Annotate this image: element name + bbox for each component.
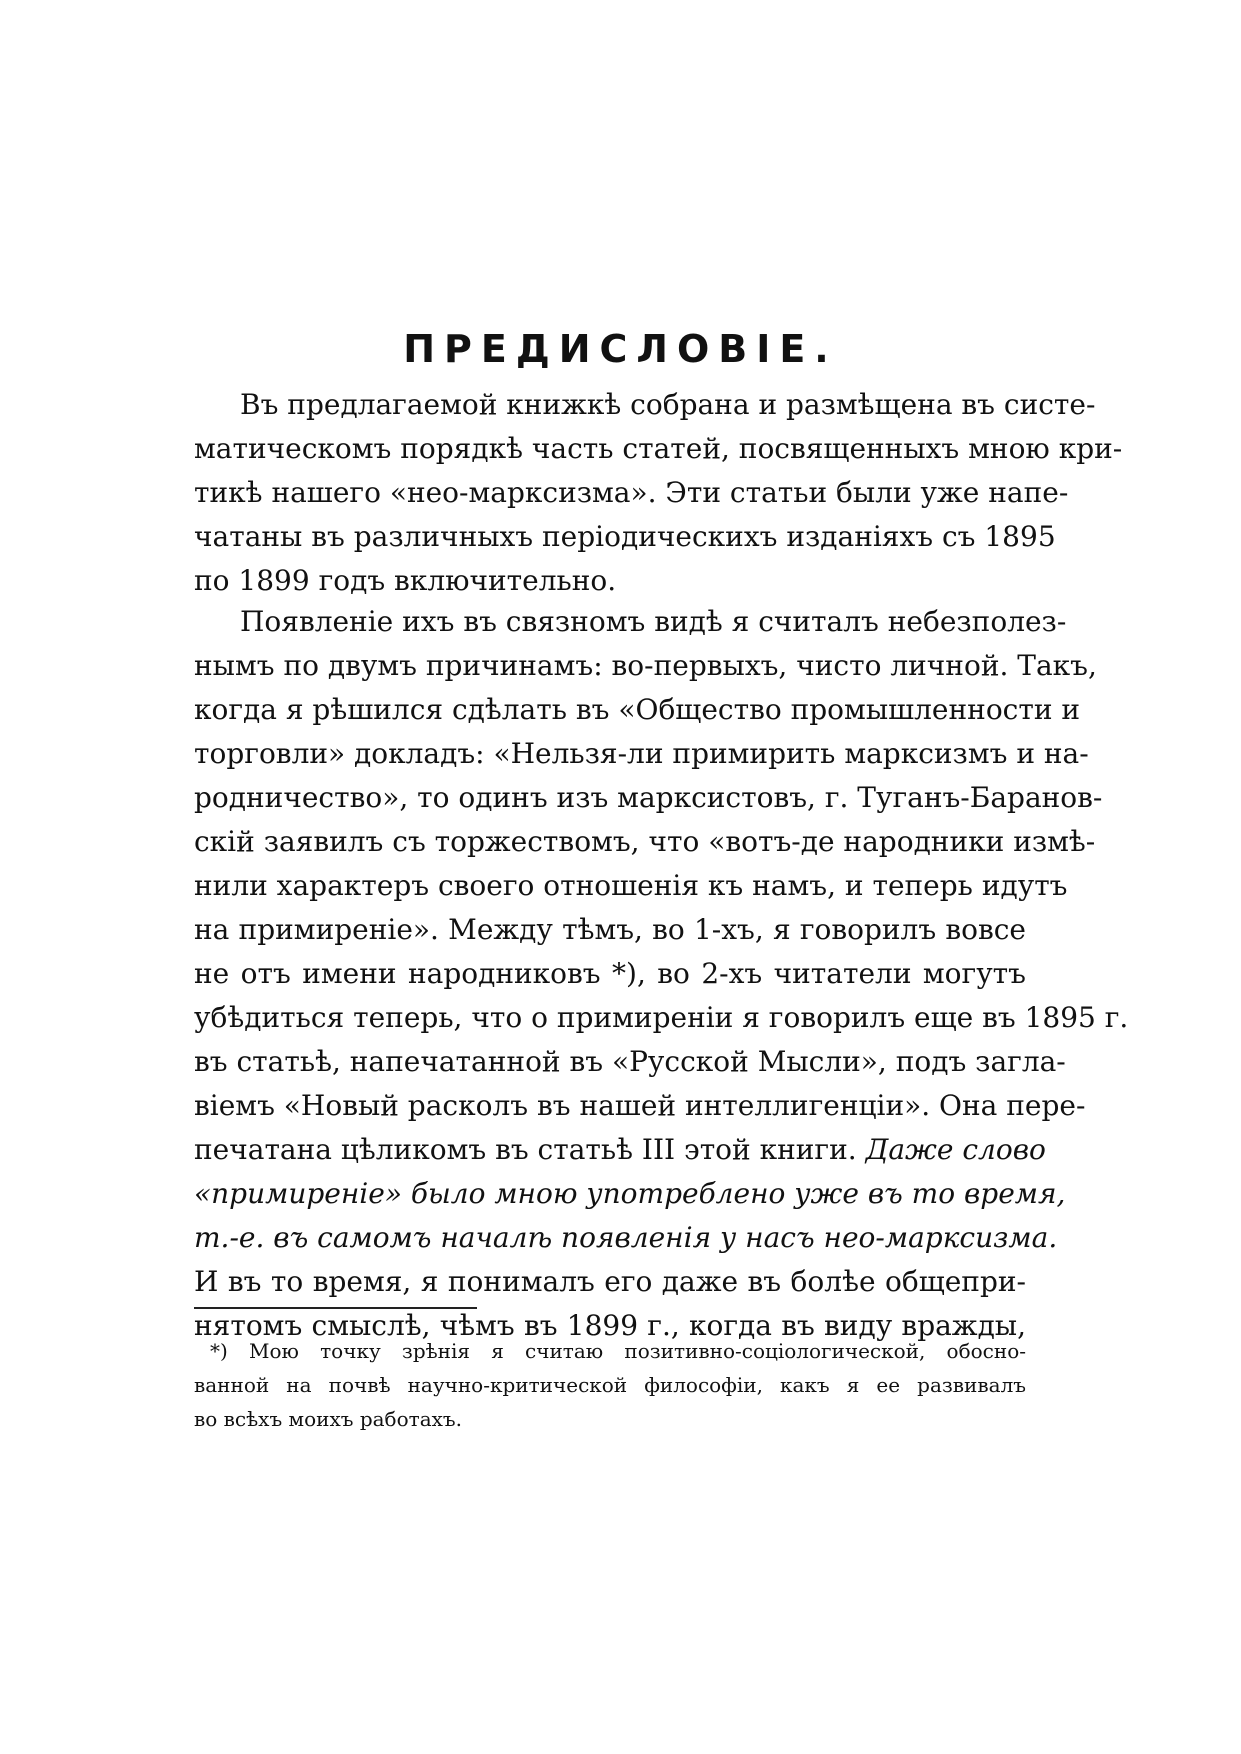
footnote-divider bbox=[194, 1307, 477, 1309]
footnote bbox=[194, 1334, 1026, 1436]
text-line: нымъ по двумъ причинамъ: во-первыхъ, чисто личной. Такъ, bbox=[194, 649, 1097, 682]
text-line-mixed bbox=[194, 1128, 1046, 1172]
text-line: когда я рѣшился сдѣлать въ «Общество промышленности и bbox=[194, 693, 1081, 726]
text-line: не отъ имени народниковъ *), во 2-хъ читатели могутъ bbox=[194, 957, 1026, 990]
text-line: на примиреніе». Между тѣмъ, во 1-хъ, я говорилъ вовсе bbox=[194, 913, 1026, 946]
footnote-line: *) Мою точку зрѣнія я считаю позитивно-соціологической, обосно- bbox=[210, 1339, 1026, 1363]
text-line: по 1899 годъ включительно. bbox=[194, 564, 617, 597]
text-line: И въ то время, я понималъ его даже въ болѣе общепри- bbox=[194, 1265, 1026, 1298]
italic-segment: Даже слово bbox=[865, 1133, 1046, 1166]
text-line: віемъ «Новый расколъ въ нашей интеллигенціи». Она пере- bbox=[194, 1089, 1086, 1122]
footnote-line: ванной на почвѣ научно-критической философіи, какъ я ее развивалъ bbox=[194, 1373, 1026, 1397]
italic-line: «примиреніе» было мною употреблено уже въ то время, bbox=[194, 1177, 1066, 1210]
text-line: въ статьѣ, напечатанной въ «Русской Мысли», подъ загла- bbox=[194, 1045, 1066, 1078]
footnote-line: во всѣхъ моихъ работахъ. bbox=[194, 1407, 462, 1431]
text-line: нятомъ смыслѣ, чѣмъ въ 1899 г., когда въ виду вражды, bbox=[194, 1309, 1026, 1342]
text-line: торговли» докладъ: «Нельзя-ли примирить марксизмъ и на- bbox=[194, 737, 1089, 770]
text-line: чатаны въ различныхъ періодическихъ изданіяхъ съ 1895 bbox=[194, 520, 1056, 553]
text-line: тикѣ нашего «нео-марксизма». Эти статьи были уже напе- bbox=[194, 476, 1069, 509]
paragraph-2 bbox=[194, 600, 1129, 1348]
text-line: Въ предлагаемой книжкѣ собрана и размѣщена въ систе- bbox=[240, 388, 1096, 421]
page-title: ПРЕДИСЛОВІЕ. bbox=[403, 327, 838, 371]
text-line: родничество», то одинъ изъ марксистовъ, г. Туганъ-Баранов- bbox=[194, 781, 1103, 814]
text-line: Появленіе ихъ въ связномъ видѣ я считалъ небезполез- bbox=[240, 605, 1067, 638]
text-line: матическомъ порядкѣ часть статей, посвященныхъ мною кри- bbox=[194, 432, 1123, 465]
text-line: скій заявилъ съ торжествомъ, что «вотъ-де народники измѣ- bbox=[194, 825, 1096, 858]
text-line: убѣдиться теперь, что о примиреніи я говорилъ еще въ 1895 г. bbox=[194, 1001, 1129, 1034]
text-line: нили характеръ своего отношенія къ намъ, и теперь идутъ bbox=[194, 869, 1068, 902]
text-segment: печатана цѣликомъ въ статьѣ III этой книги. bbox=[194, 1133, 857, 1166]
italic-line: т.-е. въ самомъ началѣ появленія у насъ нео-марксизма. bbox=[194, 1221, 1058, 1254]
paragraph-1 bbox=[194, 383, 1123, 603]
